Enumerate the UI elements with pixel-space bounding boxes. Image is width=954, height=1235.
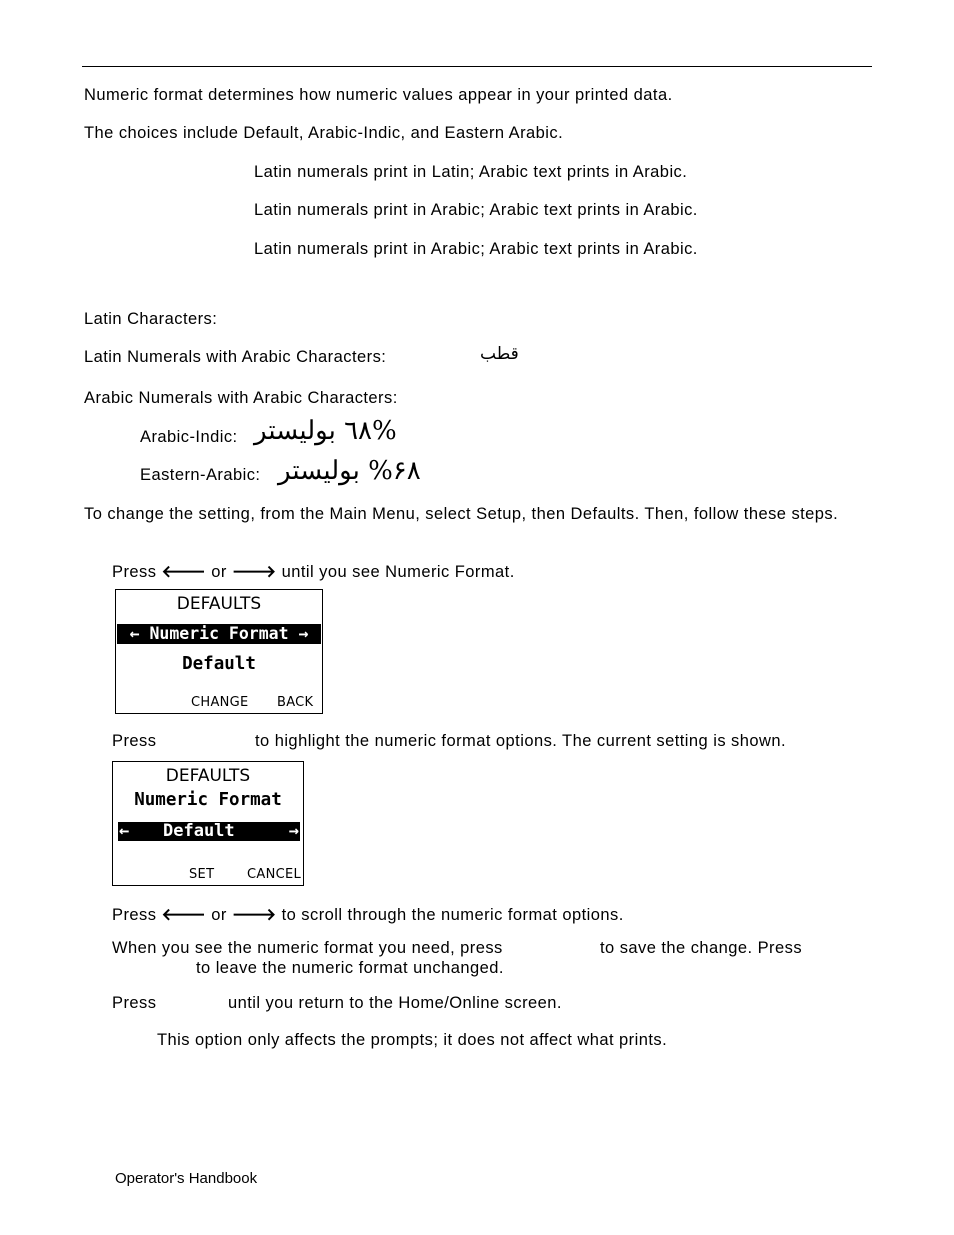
arabic-indic-label: Arabic-Indic: (140, 428, 238, 446)
step-1-or: or (211, 563, 227, 581)
lcd-2-title: DEFAULTS (165, 766, 251, 786)
step-3-or: or (211, 906, 227, 924)
header-rule (82, 66, 872, 67)
lcd-2-softkey-cancel: CANCEL (247, 867, 302, 882)
lcd-screen-numeric-format-options (112, 761, 304, 886)
instructions-intro: To change the setting, from the Main Menu, select Setup, then Defaults. Then, follow these steps. (84, 505, 839, 523)
eastern-arabic-sample: %۶۸ بوليستر (278, 456, 421, 486)
lcd-2-subtitle: Numeric Format (134, 790, 282, 810)
latin-numerals-arabic-label: Latin Numerals with Arabic Characters: (84, 348, 387, 366)
right-arrow-key-icon: 🡒 (231, 905, 277, 924)
step-3-text: to scroll through the numeric format options. (281, 906, 624, 924)
eastern-arabic-label: Eastern-Arabic: (140, 466, 261, 484)
lcd-1-current-value: Default (182, 654, 256, 674)
step-3-press: Press (112, 906, 157, 924)
step-2-press: Press (112, 732, 157, 750)
step-4-text-a: When you see the numeric format you need, press (112, 939, 503, 957)
latin-numerals-arabic-sample: قطب (480, 344, 519, 364)
step-5-text: until you return to the Home/Online screen. (228, 994, 562, 1012)
step-1-press: Press (112, 563, 157, 581)
lcd-1-highlighted-menu-item: ← Numeric Format → (117, 624, 321, 644)
lcd-2-softkey-set: SET (189, 867, 215, 882)
note-text: This option only affects the prompts; it does not affect what prints. (157, 1031, 668, 1049)
lcd-1-title: DEFAULTS (176, 594, 262, 614)
step-5-press: Press (112, 994, 157, 1012)
lcd-2-option-value: Default (163, 821, 235, 841)
step-1 (112, 561, 515, 582)
lcd-2-right-arrow-icon: → (288, 821, 299, 841)
option-arabic-indic-description: Latin numerals print in Arabic; Arabic text prints in Arabic. (254, 201, 698, 219)
latin-characters-label: Latin Characters: (84, 310, 218, 328)
left-arrow-key-icon: 🡐 (161, 905, 207, 924)
step-4-text-b: to save the change. Press (600, 939, 803, 957)
intro-paragraph-1: Numeric format determines how numeric values appear in your printed data. (84, 86, 673, 104)
lcd-1-softkey-change: CHANGE (191, 695, 249, 710)
option-default-description: Latin numerals print in Latin; Arabic text prints in Arabic. (254, 163, 688, 181)
step-2-text: to highlight the numeric format options. The current setting is shown. (255, 732, 787, 750)
step-4-text-c: to leave the numeric format unchanged. (196, 959, 504, 977)
option-eastern-arabic-description: Latin numerals print in Arabic; Arabic text prints in Arabic. (254, 240, 698, 258)
step-1-text: until you see Numeric Format. (281, 563, 515, 581)
lcd-1-softkey-back: BACK (277, 695, 314, 710)
lcd-2-highlighted-option (118, 822, 300, 841)
arabic-indic-sample: %٦٨ بوليستر (254, 416, 397, 446)
footer-title: Operator's Handbook (115, 1170, 258, 1187)
left-arrow-key-icon: 🡐 (161, 562, 207, 581)
right-arrow-key-icon: 🡒 (231, 562, 277, 581)
step-3 (112, 904, 624, 925)
lcd-2-left-arrow-icon: ← (119, 821, 130, 841)
arabic-numerals-arabic-label: Arabic Numerals with Arabic Characters: (84, 389, 398, 407)
intro-paragraph-2: The choices include Default, Arabic-Indic, and Eastern Arabic. (84, 124, 564, 142)
lcd-screen-numeric-format-menu (115, 589, 323, 714)
